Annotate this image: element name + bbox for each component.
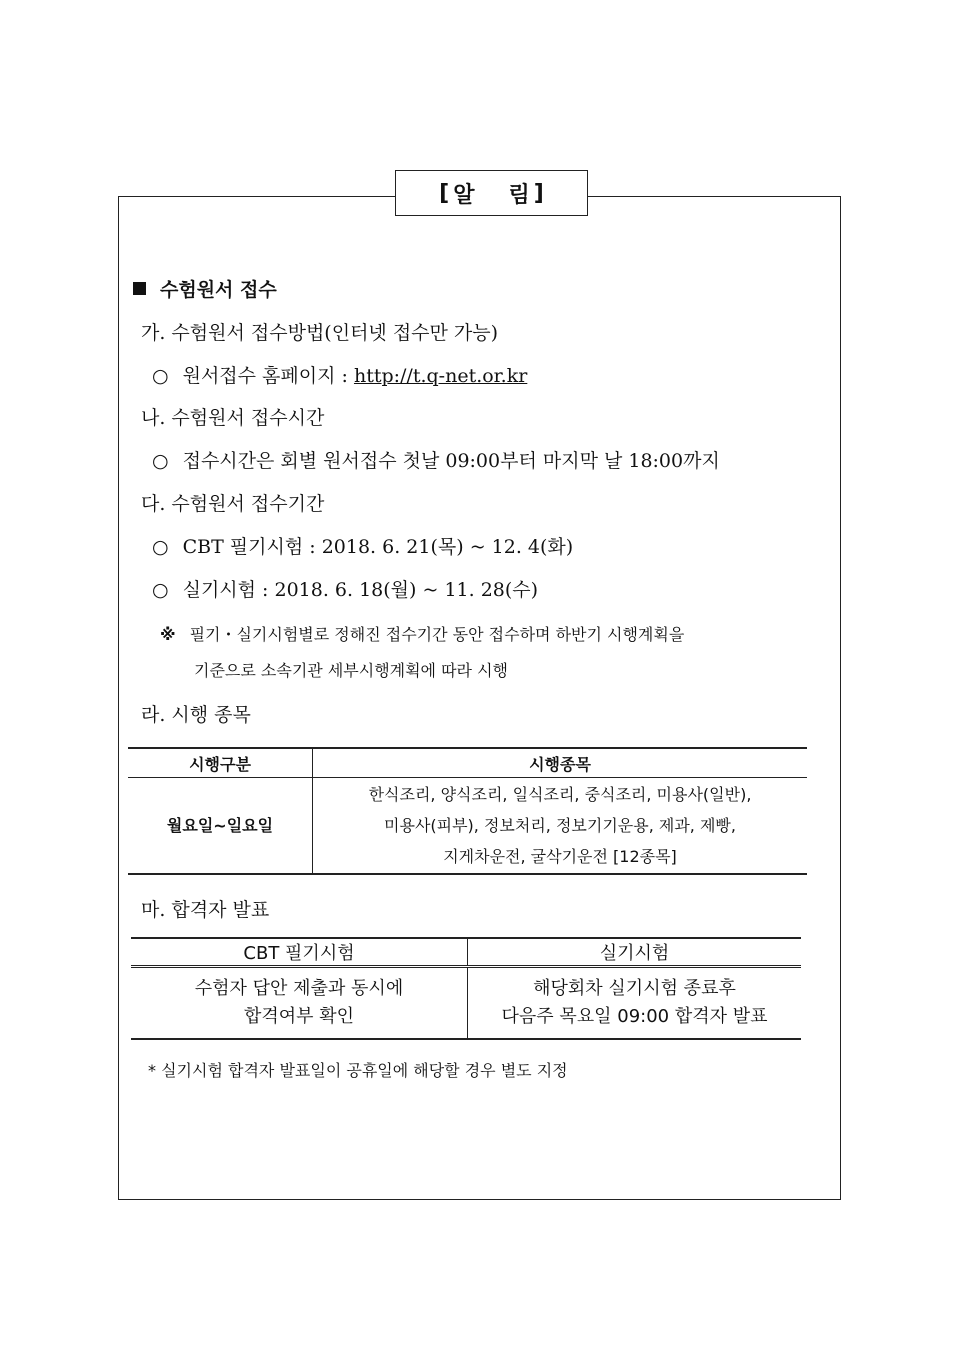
da-note-line2: 기준으로 소속기관 세부시행계획에 따라 시행: [194, 661, 509, 680]
circle-bullet-icon: ○: [152, 579, 169, 601]
section-heading: 수험원서 접수: [133, 275, 277, 302]
title-bracket-open: [: [439, 180, 450, 206]
item-ga-sub: ○ 원서접수 홈페이지 : http://t.q-net.or.kr: [152, 365, 528, 387]
item-na: 나. 수험원서 접수시간: [141, 407, 325, 429]
item-ma: 마. 합격자 발표: [141, 899, 270, 921]
footnote: * 실기시험 합격자 발표일이 공휴일에 해당할 경우 별도 지정: [148, 1061, 568, 1080]
da-note-line1: ※ 필기・실기시험별로 정해진 접수기간 동안 접수하며 하반기 시행계획을: [160, 625, 685, 644]
item-ra: 라. 시행 종목: [141, 704, 251, 726]
notice-frame: [118, 196, 841, 1200]
item-da: 다. 수험원서 접수기간: [141, 493, 325, 515]
result-table: [131, 937, 801, 1040]
square-bullet-icon: [133, 282, 146, 295]
circle-bullet-icon: ○: [152, 536, 169, 558]
schedule-table: [128, 747, 807, 875]
qnet-link[interactable]: http://t.q-net.or.kr: [353, 365, 528, 387]
item-da-sub2: ○ 실기시험 : 2018. 6. 18(월) ~ 11. 28(수): [152, 579, 539, 601]
circle-bullet-icon: ○: [152, 365, 169, 387]
schedule-items-cell: 한식조리, 양식조리, 일식조리, 중식조리, 미용사(일반), 미용사(피부), 정보처리, 정보기기운용, 제과, 제빵, 지게차운전, 굴삭기운전 [12종목]: [313, 778, 808, 875]
result-header-practical: 실기시험: [468, 938, 802, 967]
item-ga: 가. 수험원서 접수방법(인터넷 접수만 가능): [141, 322, 499, 344]
item-da-sub1: ○ CBT 필기시험 : 2018. 6. 21(목) ~ 12. 4(화): [152, 536, 574, 558]
schedule-header-items: 시행종목: [313, 748, 808, 778]
title-bracket-close: ]: [533, 180, 544, 206]
table-row: [128, 778, 807, 875]
result-practical-cell: 해당회차 실기시험 종료후 다음주 목요일 09:00 합격자 발표: [468, 967, 802, 1040]
circle-bullet-icon: ○: [152, 450, 169, 472]
item-na-sub: ○ 접수시간은 회별 원서접수 첫날 09:00부터 마지막 날 18:00까지: [152, 450, 720, 472]
schedule-header-period: 시행구분: [128, 748, 313, 778]
title-char-2: 림: [508, 182, 530, 208]
title-char-1: 알: [453, 182, 475, 208]
table-row: [131, 967, 801, 1040]
reference-mark-icon: ※: [160, 625, 176, 644]
notice-title: [395, 170, 588, 216]
schedule-period-cell: 월요일~일요일: [128, 778, 313, 875]
result-header-cbt: CBT 필기시험: [131, 938, 468, 967]
result-cbt-cell: 수험자 답안 제출과 동시에 합격여부 확인: [131, 967, 468, 1040]
